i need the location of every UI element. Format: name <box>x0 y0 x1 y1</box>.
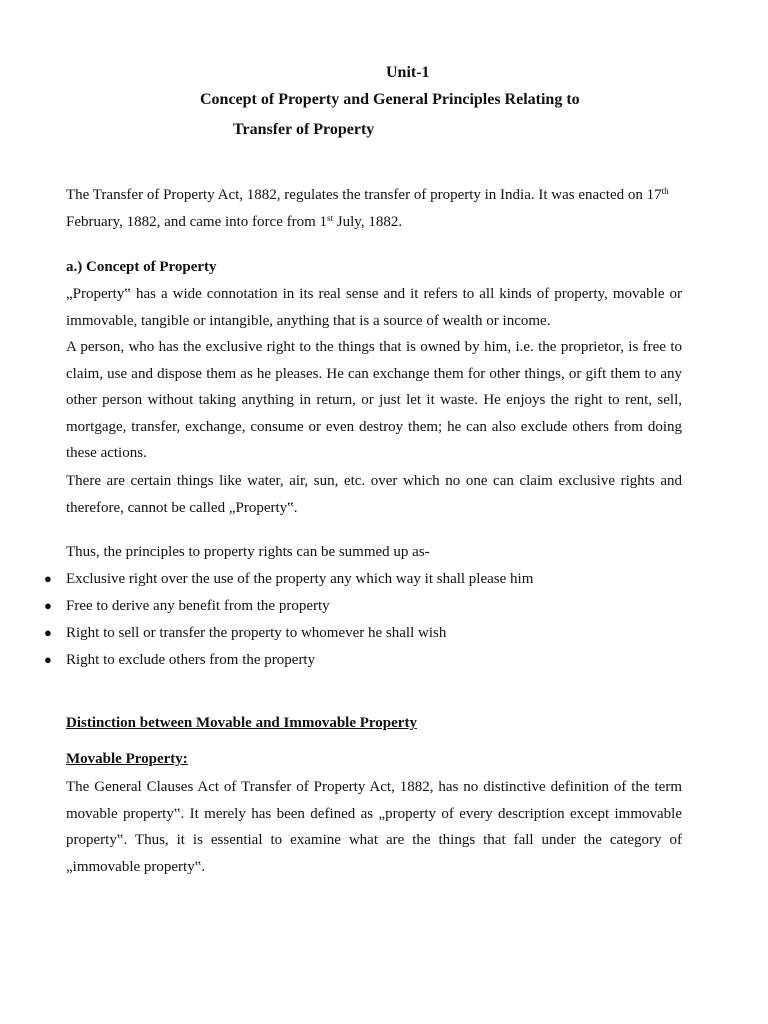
bullet-icon: ● <box>44 571 52 586</box>
concept-of-property-heading: a.) Concept of Property <box>66 259 217 275</box>
list-item-text: Free to derive any benefit from the property <box>66 598 330 614</box>
intro-superscript-st: st <box>327 212 334 223</box>
list-item <box>0 625 768 652</box>
proprietor-rights-paragraph: A person, who has the exclusive right to the things that is owned by him, i.e. the proprietor, is free to claim, use and dispose them as he pleases. He can exchange them for other things, or gift them to any other person without taking anything in return, or just let it waste. He enjoys the right to rent, sell, mortgage, transfer, exchange, consume or even destroy them; he can also exclude others from doing these actions. <box>66 339 682 462</box>
principles-intro: Thus, the principles to property rights can be summed up as- <box>66 544 430 560</box>
list-item <box>0 571 768 598</box>
bullet-icon: ● <box>44 598 52 613</box>
list-item <box>0 652 768 679</box>
list-item-text: Exclusive right over the use of the property any which way it shall please him <box>66 571 534 587</box>
list-item-text: Right to sell or transfer the property to whomever he shall wish <box>66 625 447 641</box>
distinction-heading: Distinction between Movable and Immovable Property <box>66 715 417 731</box>
bullet-icon: ● <box>44 652 52 667</box>
document-title-line-2: Transfer of Property <box>233 121 375 138</box>
movable-property-heading: Movable Property: <box>66 751 188 767</box>
intro-line-2-end: July, 1882. <box>333 213 403 230</box>
property-definition-paragraph: „Property‟ has a wide connotation in its real sense and it refers to all kinds of property, movable or immovable, tangible or intangible, anything that is a source of wealth or income. <box>66 286 682 329</box>
intro-line-2: February, 1882, and came into force from 1 <box>66 213 328 230</box>
unit-title: Unit-1 <box>386 64 430 81</box>
bullet-icon: ● <box>44 625 52 640</box>
intro-superscript-th: th <box>661 186 669 196</box>
non-property-things-paragraph: There are certain things like water, air, sun, etc. over which no one can claim exclusive rights and therefore, cannot be called „Property‟. <box>66 473 682 516</box>
list-item <box>0 598 768 625</box>
document-title-line-1: Concept of Property and General Principles Relating to <box>200 91 580 108</box>
intro-line-1: The Transfer of Property Act, 1882, regulates the transfer of property in India. It was enacted on 17 <box>66 187 662 203</box>
movable-property-paragraph: The General Clauses Act of Transfer of Property Act, 1882, has no distinctive definition of the term movable property‟. It merely has been defined as „property of every description except immovable property‟. Thus, it is essential to examine what are the things that fall under the category of „immovable property‟. <box>66 779 682 875</box>
intro-paragraph <box>66 182 682 235</box>
list-item-text: Right to exclude others from the property <box>66 652 316 668</box>
